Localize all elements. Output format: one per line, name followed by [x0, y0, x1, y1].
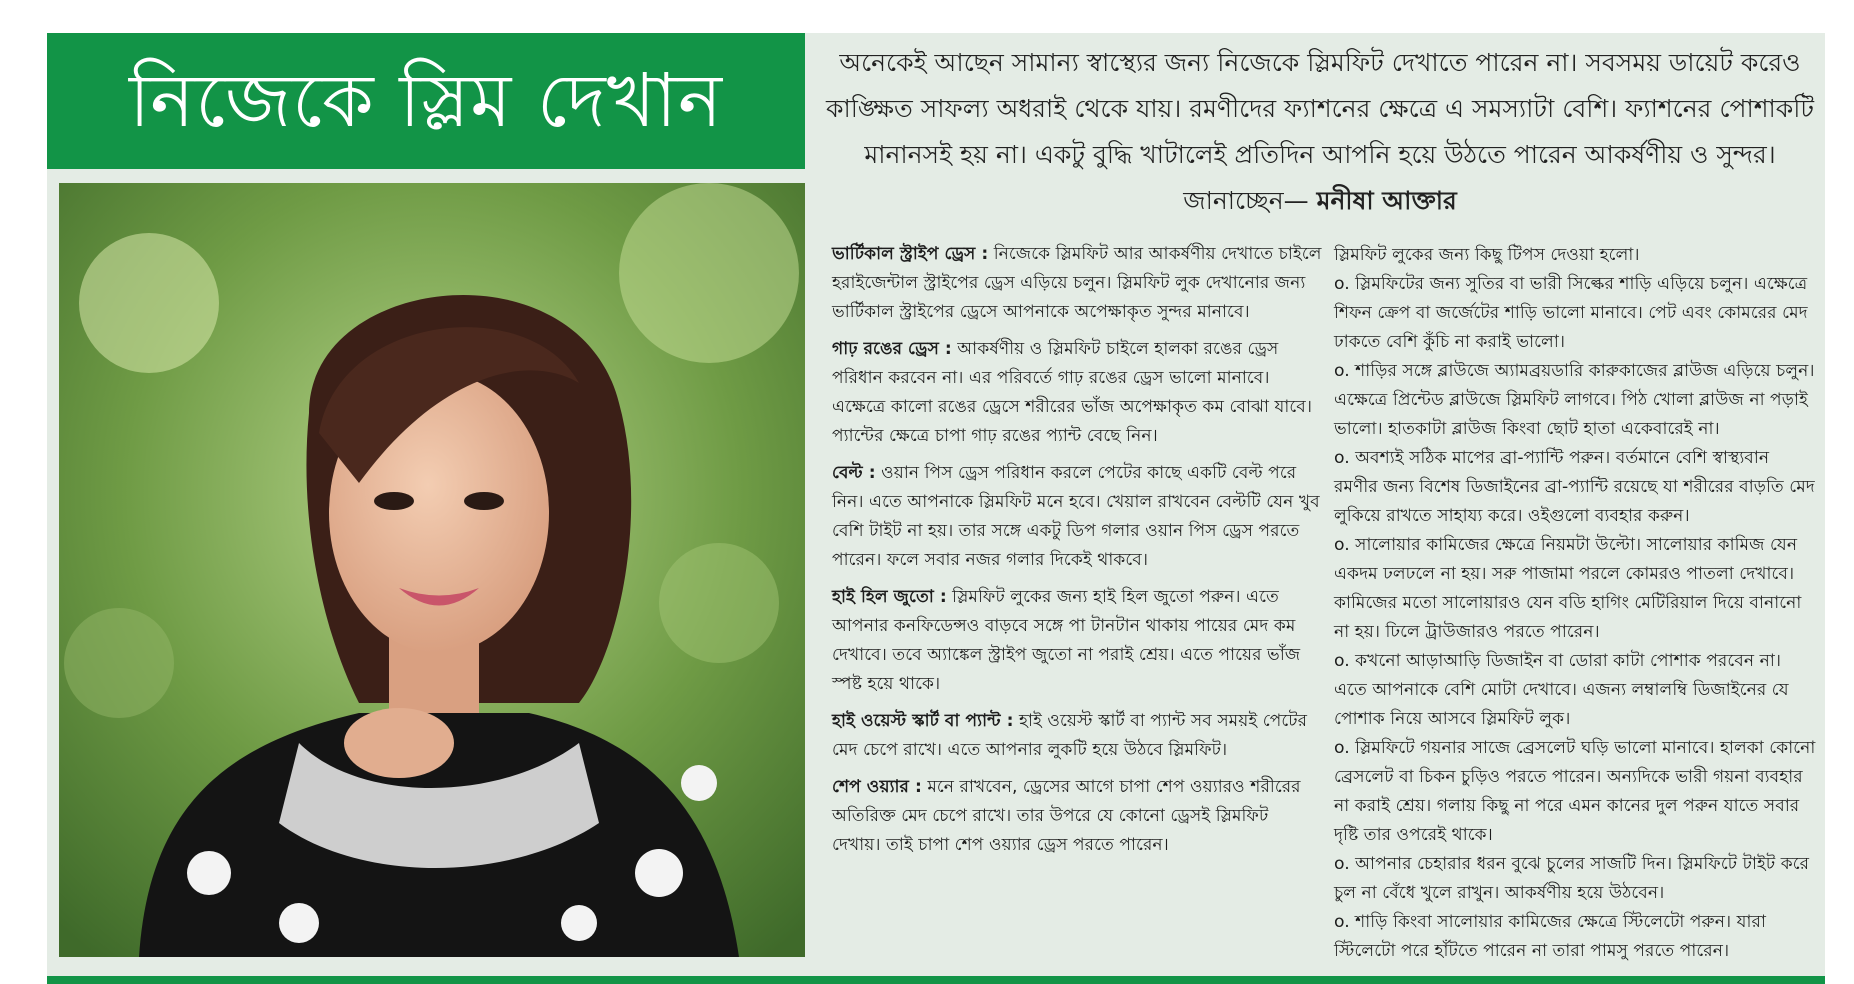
- section-heading: হাই ওয়েস্ট স্কার্ট বা প্যান্ট :: [832, 711, 1014, 731]
- section-heading: হাই হিল জুতো :: [832, 587, 947, 607]
- section-body: ওয়ান পিস ড্রেস পরিধান করলে পেটের কাছে একটি বেল্ট পরে নিন। এতে আপনাকে স্লিমফিট মনে হবে। খেয়াল রাখবেন বেল্টটি যেন খুব বেশি টাইট না হয়। তার সঙ্গে একটু ডিপ গলার ওয়ান পিস ড্রেস পরতে পারেন। ফলে সবার নজর গলার দিকেই থাকবে।: [832, 463, 1320, 570]
- tip-item: o. আপনার চেহারার ধরন বুঝে চুলের সাজটি দিন। স্লিমফিটে টাইট করে চুল না বেঁধে খুলে রাখুন। আকর্ষণীয় হয়ে উঠবেন।: [1334, 854, 1810, 903]
- article-title: নিজেকে স্লিম দেখান: [128, 58, 723, 144]
- tip-item: o. কখনো আড়াআড়ি ডিজাইন বা ডোরা কাটা পোশাক পরবেন না। এতে আপনাকে বেশি মোটা দেখাবে। এজন্য লম্বালম্বি ডিজাইনের যে পোশাক নিয়ে আসবে স্লিমফিট লুক।: [1334, 651, 1789, 729]
- tip-item: o. সালোয়ার কামিজের ক্ষেত্রে নিয়মটা উল্টো। সালোয়ার কামিজ যেন একদম ঢলঢলে না হয়। সরু পাজামা পরলে কোমরও পাতলা দেখাবে। কামিজের মতো সালোয়ারও যেন বডি হাগিং মেটিরিয়াল দিয়ে বানানো না হয়। ঢিলে ট্রাউজারও পরতে পারেন।: [1334, 535, 1802, 642]
- bottom-rule: [47, 976, 1825, 984]
- intro-paragraph: [820, 40, 1820, 224]
- section-high-waist: [832, 707, 1322, 765]
- tip-item: o. স্লিমফিটের জন্য সুতির বা ভারী সিল্কের শাড়ি এড়িয়ে চলুন। এক্ষেত্রে শিফন ক্রেপ বা জর্জেটের শাড়ি ভালো মানাবে। পেট এবং কোমরের মেদ ঢাকতে বেশি কুঁচি না করাই ভালো।: [1334, 274, 1808, 352]
- tip-item: o. শাড়ি কিংবা সালোয়ার কামিজের ক্ষেত্রে স্টিলেটো পরুন। যারা স্টিলেটো পরে হাঁটতে পারেন না তারা পামসু পরতে পারেন।: [1334, 912, 1766, 961]
- tip-item: o. অবশ্যই সঠিক মাপের ব্রা-প্যান্টি পরুন। বর্তমানে বেশি স্বাস্থ্যবান রমণীর জন্য বিশেষ ডিজাইনের ব্রা-প্যান্টি রয়েছে যা শরীরের বাড়তি মেদ লুকিয়ে রাখতে সাহায্য করে। ওইগুলো ব্যবহার করুন।: [1334, 448, 1815, 526]
- tips-column-left: [832, 240, 1322, 868]
- tip-item: o. শাড়ির সঙ্গে ব্লাউজে অ্যামব্রয়ডারি কারুকাজের ব্লাউজ এড়িয়ে চলুন। এক্ষেত্রে প্রিন্টেড ব্লাউজে স্লিমফিট লাগবে। পিঠ খোলা ব্লাউজ না পড়াই ভালো। হাতকাটা ব্লাউজ কিংবা ছোট হাতা একেবারেই না।: [1334, 361, 1815, 439]
- tips-column-right: [1334, 241, 1818, 966]
- model-photo: [59, 183, 805, 957]
- section-body: স্লিমফিট লুকের জন্য হাই হিল জুতো পরুন। এতে আপনার কনফিডেন্সও বাড়বে সঙ্গে পা টানটান থাকায় পায়ের মেদ কম দেখাবে। তবে অ্যাঙ্কেল স্ট্রাইপ জুতো না পরাই শ্রেয়। এতে পায়ের ভাঁজ স্পষ্ট হয়ে থাকে।: [832, 587, 1301, 694]
- section-body: আকর্ষণীয় ও স্লিমফিট চাইলে হালকা রঙের ড্রেস পরিধান করবেন না। এর পরিবর্তে গাঢ় রঙের ড্রেস ভালো মানাবে। এক্ষেত্রে কালো রঙের ড্রেসে শরীরের ভাঁজ অপেক্ষাকৃত কম বোঝা যাবে। প্যান্টের ক্ষেত্রে চাপা গাঢ় রঙের প্যান্ট বেছে নিন।: [832, 339, 1312, 446]
- section-body: মনে রাখবেন, ড্রেসের আগে চাপা শেপ ওয়্যারও শরীরের অতিরিক্ত মেদ চেপে রাখে। তার উপরে যে কোনো ড্রেসই স্লিমফিট দেখায়। তাই চাপা শেপ ওয়্যার ড্রেস পরতে পারেন।: [832, 777, 1301, 855]
- section-heading: বেল্ট :: [832, 463, 876, 483]
- tip-item: o. স্লিমফিটে গয়নার সাজে ব্রেসলেট ঘড়ি ভালো মানাবে। হালকা কোনো ব্রেসলেট বা চিকন চুড়িও পরতে পারেন। অন্যদিকে ভারী গয়না ব্যবহার না করাই শ্রেয়। গলায় কিছু না পরে এমন কানের দুল পরুন যাতে সবার দৃষ্টি তার ওপরেই থাকে।: [1334, 738, 1816, 845]
- section-dark-color: [832, 335, 1322, 451]
- section-vertical-stripe: [832, 240, 1322, 327]
- section-high-heel: [832, 583, 1322, 699]
- intro-text: অনেকেই আছেন সামান্য স্বাস্থ্যের জন্য নিজেকে স্লিমফিট দেখাতে পারেন না। সবসময় ডায়েট করেও কাঙ্ক্ষিত সাফল্য অধরাই থেকে যায়। রমণীদের ফ্যাশনের ক্ষেত্রে এ সমস্যাটা বেশি। ফ্যাশনের পোশাকটি মানানসই হয় না। একটু বুদ্ধি খাটালেই প্রতিদিন আপনি হয়ে উঠতে পারেন আকর্ষণীয় ও সুন্দর। জানাচ্ছেন—: [825, 48, 1815, 215]
- section-body: নিজেকে স্লিমফিট আর আকর্ষণীয় দেখাতে চাইলে হরাইজেন্টাল স্ট্রাইপের ড্রেস এড়িয়ে চলুন। স্লিমফিট লুক দেখানোর জন্য ভার্টিকাল স্ট্রাইপের ড্রেসে আপনাকে অপেক্ষাকৃত সুন্দর মানাবে।: [832, 244, 1322, 322]
- section-body: হাই ওয়েস্ট স্কার্ট বা প্যান্ট সব সময়ই পেটের মেদ চেপে রাখে। এতে আপনার লুকটি হয়ে উঠবে স্লিমফিট।: [832, 711, 1308, 760]
- title-banner: [47, 33, 805, 169]
- section-heading: গাঢ় রঙের ড্রেস :: [832, 339, 952, 359]
- section-heading: ভার্টিকাল স্ট্রাইপ ড্রেস :: [832, 244, 989, 264]
- tips-intro: স্লিমফিট লুকের জন্য কিছু টিপস দেওয়া হলো।: [1334, 245, 1640, 265]
- section-shapewear: [832, 773, 1322, 860]
- section-belt: [832, 459, 1322, 575]
- section-heading: শেপ ওয়্যার :: [832, 777, 922, 797]
- author-name: মনীষা আক্তার: [1316, 186, 1457, 215]
